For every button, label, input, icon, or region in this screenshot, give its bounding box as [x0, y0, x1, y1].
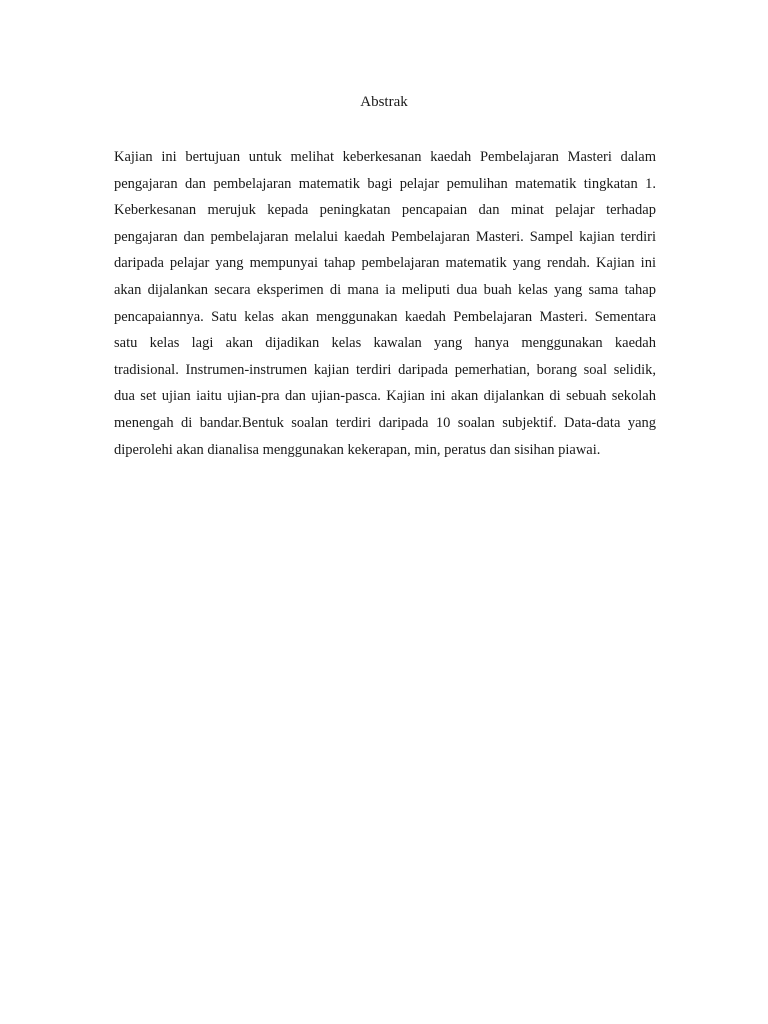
abstract-line: diperolehi akan dianalisa menggunakan kekerapan, min, peratus dan sisihan piawai.: [114, 441, 601, 458]
abstract-line: Keberkesanan merujuk kepada peningkatan pencapaian dan minat pelajar terhadap: [114, 202, 656, 219]
abstract-line: pengajaran dan pembelajaran melalui kaedah Pembelajaran Masteri. Sampel kajian terdiri: [114, 228, 656, 245]
abstract-line: daripada pelajar yang mempunyai tahap pembelajaran matematik yang rendah. Kajian ini: [114, 255, 656, 272]
abstract-line: pengajaran dan pembelajaran matematik bagi pelajar pemulihan matematik tingkatan 1.: [114, 175, 656, 192]
abstract-body: [114, 144, 656, 463]
abstract-title: Abstrak: [360, 94, 408, 110]
abstract-line: Kajian ini bertujuan untuk melihat keberkesanan kaedah Pembelajaran Masteri dalam: [114, 149, 656, 165]
abstract-line: menengah di bandar.Bentuk soalan terdiri daripada 10 soalan subjektif. Data-data yang: [114, 414, 656, 431]
abstract-line: pencapaiannya. Satu kelas akan menggunakan kaedah Pembelajaran Masteri. Sementara: [114, 308, 656, 325]
abstract-line: dua set ujian iaitu ujian-pra dan ujian-pasca. Kajian ini akan dijalankan di sebuah sekolah: [114, 388, 656, 405]
abstract-line: satu kelas lagi akan dijadikan kelas kawalan yang hanya menggunakan kaedah: [114, 335, 656, 352]
abstract-line: akan dijalankan secara eksperimen di mana ia meliputi dua buah kelas yang sama tahap: [114, 281, 656, 298]
abstract-line: tradisional. Instrumen-instrumen kajian terdiri daripada pemerhatian, borang soal selidik,: [114, 361, 656, 378]
